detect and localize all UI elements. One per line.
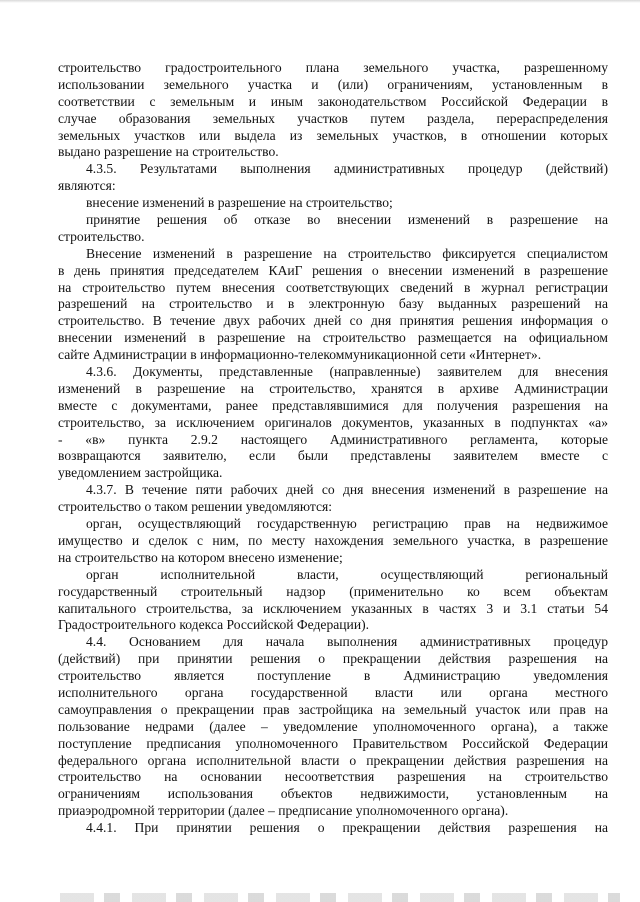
text-line: строительство. В течение двух рабочих дней со дня принятия решения информация о: [58, 313, 608, 329]
text-line: капитального строительства, за исключением указанных в частях 3 и 3.1 статьи 54: [58, 600, 608, 616]
text-line: вместе с документами, ранее представлявшимися для получения разрешения на: [58, 397, 608, 413]
text-line: Градостроительного кодекса Российской Федерации).: [58, 617, 370, 633]
text-line: в день принятия председателем КАиГ решения о внесении изменений в разрешение: [58, 262, 608, 278]
text-line: ограничениям использования объектов недвижимости, установленным на: [58, 786, 608, 802]
list-item: орган исполнительной власти, осуществляющий региональный: [86, 566, 608, 582]
paragraph-start: Внесение изменений в разрешение на строительство фиксируется специалистом: [86, 245, 608, 261]
text-line: имущество и сделок с ним, по месту нахождения земельного участка, в разрешение: [58, 532, 608, 548]
text-line: строительство на основании несоответствия разрешения на строительство: [58, 769, 608, 785]
text-line: строительство.: [58, 228, 145, 244]
section-heading-4-3-6: 4.3.6. Документы, представленные (направленные) заявителем для внесения: [86, 364, 608, 380]
text-line: поступление предписания уполномоченного Правительством Российской Федерации: [58, 735, 608, 751]
text-line: на строительство путем внесения соответствующих сведений в журнал регистрации: [58, 279, 608, 295]
text-line: соответствии с земельным и иным законодательством Российской Федерации в: [58, 93, 608, 109]
text-line: (действий) при принятии решения о прекращении действия разрешения на: [58, 651, 608, 667]
text-line: - «в» пункта 2.9.2 настоящего Административного регламента, которые: [58, 431, 608, 447]
text-line: выдано разрешение на строительство.: [58, 144, 279, 160]
section-heading-4-3-7: 4.3.7. В течение пяти рабочих дней со дня внесения изменений в разрешение на: [86, 482, 608, 498]
text-line: случае образования земельных участков путем раздела, перераспределения: [58, 110, 608, 126]
text-line: уведомлением застройщика.: [58, 465, 223, 481]
text-line: самоуправления о прекращении прав застройщика на земельный участок или прав на: [58, 701, 608, 717]
text-line: внесении изменений в разрешение на строительство размещается на официальном: [58, 330, 608, 346]
text-line: изменений в разрешение на строительство, хранятся в архиве Администрации: [58, 380, 608, 396]
scan-edge-top: [0, 0, 640, 3]
text-line: земельных участков или выдела из земельных участков, в отношении которых: [58, 127, 608, 143]
text-line: государственный строительный надзор (применительно ко всем объектам: [58, 583, 608, 599]
text-line: сайте Администрации в информационно-телекоммуникационной сети «Интернет».: [58, 347, 542, 363]
scan-edge-bottom: [60, 893, 620, 902]
section-heading-4-3-5: 4.3.5. Результатами выполнения административных процедур (действий): [86, 161, 608, 177]
text-line: разрешений на строительство и в электронную базу выданных разрешений на: [58, 296, 608, 312]
text-line: строительство о таком решении уведомляются:: [58, 499, 333, 515]
list-item: принятие решения об отказе во внесении изменений в разрешение на: [86, 212, 608, 228]
text-line: пользование недрами (далее – уведомление уполномоченного органа), а также: [58, 718, 608, 734]
list-item: внесение изменений в разрешение на строительство;: [86, 195, 393, 211]
text-line: являются:: [58, 178, 116, 194]
section-heading-4-4-1: 4.4.1. При принятии решения о прекращении действия разрешения на: [86, 820, 608, 836]
text-line: строительство, за исключением оригиналов документов, указанных в подпунктах «а»: [58, 414, 608, 430]
text-line: возвращаются заявителю, если были представлены заявителем вместе с: [58, 448, 608, 464]
text-line: использовании земельного участка и (или) ограничениям, установленным в: [58, 76, 608, 92]
text-line: на строительство на котором внесено изменение;: [58, 549, 343, 565]
text-line: исполнительного органа государственной власти или органа местного: [58, 684, 608, 700]
document-body: [58, 60, 608, 837]
text-line: федерального органа исполнительной власти о прекращении действия разрешения на: [58, 752, 608, 768]
text-line: приаэродромной территории (далее – предписание уполномоченного органа).: [58, 803, 509, 819]
section-heading-4-4: 4.4. Основанием для начала выполнения административных процедур: [86, 634, 608, 650]
list-item: орган, осуществляющий государственную регистрацию прав на недвижимое: [86, 516, 608, 532]
text-line: строительство градостроительного плана земельного участка, разрешенному: [58, 60, 608, 75]
text-line: строительство является поступление в Администрацию уведомления: [58, 668, 608, 684]
